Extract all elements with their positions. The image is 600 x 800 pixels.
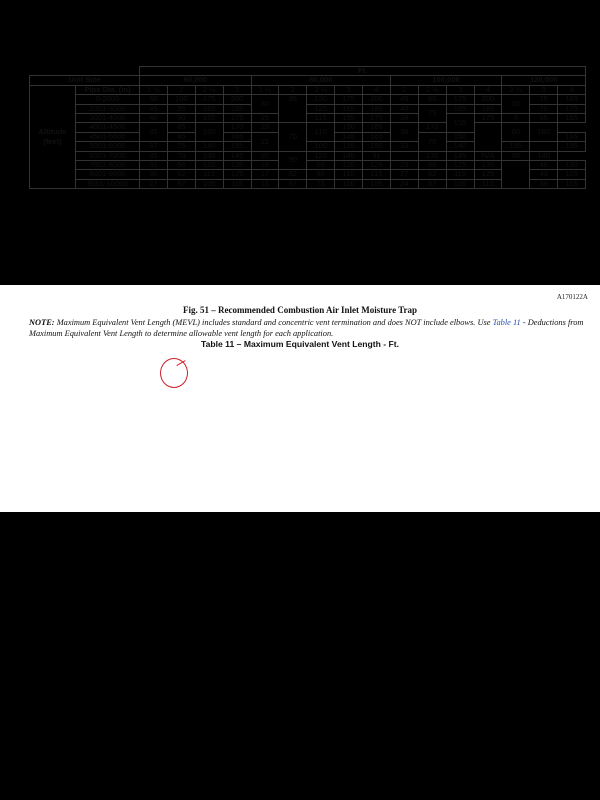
table-cell: 75	[167, 142, 195, 151]
table-cell: 175	[195, 95, 223, 104]
table-cell: 110	[307, 123, 335, 142]
table-cell: 62	[167, 170, 195, 179]
table-cell: 155	[558, 142, 586, 151]
table-cell: 66	[307, 161, 335, 170]
table-cell: 18	[251, 161, 279, 170]
pipe-dia-header: 4	[558, 85, 586, 94]
altitude-range: 8001-9000	[76, 170, 140, 179]
table-cell: 170	[223, 123, 251, 132]
table-cell: 135	[223, 161, 251, 170]
table-cell: 165	[195, 104, 223, 113]
table-row	[30, 151, 586, 160]
table-cell: 130	[307, 95, 335, 104]
table-cell: 80	[167, 132, 195, 141]
table-cell: 60	[502, 123, 530, 142]
table-cell: 100	[167, 95, 195, 104]
table-cell: 32	[140, 161, 168, 170]
table-cell: 36	[390, 123, 418, 142]
table-row	[30, 161, 586, 170]
table-cell: 120	[195, 161, 223, 170]
table-cell: 155	[446, 114, 474, 133]
blank-cell	[502, 161, 530, 170]
table-cell: 185	[223, 104, 251, 113]
table-cell: 130	[558, 161, 586, 170]
pipe-dia-header: 2 ½	[195, 85, 223, 94]
table-cell: 115	[363, 170, 391, 179]
pipe-dia-header: 3	[446, 85, 474, 94]
note-text: Maximum Equivalent Vent Length (MEVL) includes standard and concentric vent termination and does NOT include elbows. Use	[54, 318, 493, 327]
table-cell: 45	[140, 104, 168, 113]
table-cell: 24	[390, 179, 418, 188]
table-cell: 17	[251, 170, 279, 179]
altitude-range: 7001-8000	[76, 161, 140, 170]
mevl-table	[29, 66, 586, 189]
table-cell: 185	[558, 95, 586, 104]
pipe-dia-header: 2 ½	[418, 85, 446, 94]
table-cell: 62	[279, 170, 307, 179]
table-cell: 45	[390, 95, 418, 104]
table-cell: 100	[335, 179, 363, 188]
table-cell: 175	[446, 95, 474, 104]
table-cell: 110	[335, 170, 363, 179]
table-cell: 27	[140, 179, 168, 188]
table-cell: 30	[251, 95, 279, 114]
group-header: 80,000	[251, 76, 390, 85]
unit-size-label: Unit Size	[30, 76, 140, 85]
table-cell: 175	[558, 104, 586, 113]
table-cell: 22	[251, 132, 279, 151]
table-cell: 40	[140, 114, 168, 123]
table-cell: 200	[363, 95, 391, 104]
blank-cell	[502, 170, 530, 179]
table-cell: 125	[307, 104, 335, 113]
table-cell: 175	[223, 114, 251, 123]
table-cell: N/A	[474, 151, 502, 160]
table-cell: 155	[502, 142, 530, 151]
figure-title: Fig. 51 – Recommended Combustion Air Inlet Moisture Trap	[182, 305, 418, 315]
table-cell: 160	[363, 132, 391, 141]
table-cell: 115	[558, 179, 586, 188]
table-cell: 155	[223, 142, 251, 151]
altitude-range: 0-2000	[76, 95, 140, 104]
table-cell: 90	[279, 151, 307, 170]
table-cell: 175	[363, 114, 391, 123]
table-cell: 125	[474, 170, 502, 179]
pipe-dia-header: 2	[167, 85, 195, 94]
table-cell: 150	[363, 142, 391, 151]
table-cell: 145	[446, 151, 474, 160]
table-cell: 46	[530, 161, 558, 170]
table-cell: 57	[167, 179, 195, 188]
table-cell: 20	[251, 151, 279, 160]
table-cell: 66	[167, 161, 195, 170]
group-header: 100,000	[390, 76, 502, 85]
pipe-dia-header: 2	[279, 85, 307, 94]
table-row	[30, 114, 586, 123]
document-id: A170122A	[556, 293, 588, 301]
pipe-dia-header: 1 ½	[251, 85, 279, 94]
table-cell: 100	[307, 142, 335, 151]
table-cell: 10	[502, 95, 530, 114]
table-cell: 35	[140, 123, 168, 142]
ft-header: Ft.	[140, 67, 586, 76]
table-cell: 120	[335, 161, 363, 170]
altitude-range: 4501-5000	[76, 132, 140, 141]
table-cell: 125	[446, 161, 474, 170]
pipe-dia-header: 3	[223, 85, 251, 94]
table-cell: 38	[390, 114, 418, 123]
table-row	[30, 142, 586, 151]
blank-cell	[474, 123, 502, 151]
pipe-dia-header: 1 ½	[140, 85, 168, 94]
table-cell: 95	[167, 104, 195, 113]
table-cell: 145	[335, 132, 363, 141]
table-title: Table 11 – Maximum Equivalent Vent Length - Ft.	[200, 339, 399, 349]
table-cell: 75	[530, 95, 558, 104]
pipe-dia-header: 3	[335, 85, 363, 94]
table-cell: 115	[195, 170, 223, 179]
table-cell: 75	[418, 104, 446, 123]
table-cell: 15	[251, 179, 279, 188]
altitude-range: 4001-4500	[76, 123, 140, 132]
pipe-dia-header: 2	[390, 85, 418, 94]
table-cell: 37	[140, 142, 168, 151]
table-cell: 43	[530, 170, 558, 179]
table-cell: 175	[474, 114, 502, 123]
table-cell: 125	[363, 161, 391, 170]
table-cell: 155	[335, 114, 363, 123]
table-cell: 175	[335, 95, 363, 104]
table-cell: 140	[530, 151, 558, 160]
table-cell: 185	[474, 104, 502, 113]
table-row	[30, 179, 586, 188]
table-cell: 95	[279, 95, 307, 123]
table-cell: 50	[140, 95, 168, 104]
blank-corner	[30, 67, 140, 76]
table-cell: 40	[390, 104, 418, 113]
table-cell: 170	[418, 123, 446, 132]
pipe-dia-header: 4	[474, 85, 502, 94]
group-header: 60,000	[140, 76, 252, 85]
table-cell: 185	[363, 104, 391, 113]
table-cell: 165	[335, 104, 363, 113]
table-cell: 165	[223, 132, 251, 141]
blank-cell	[530, 142, 558, 151]
table-cell: 31	[363, 151, 391, 160]
table-cell: 140	[195, 142, 223, 151]
altitude-range: 3001-4000	[76, 114, 140, 123]
table-cell: 80	[418, 95, 446, 104]
table-cell: 30	[140, 170, 168, 179]
table-cell: 150	[446, 132, 474, 141]
table-cell: 135	[335, 142, 363, 151]
blank-cell	[502, 179, 530, 188]
group-header: 120,000	[502, 76, 586, 85]
table-row	[30, 123, 586, 132]
table-cell: 85	[167, 123, 195, 132]
table-cell: 39	[530, 179, 558, 188]
table-cell: 66	[418, 161, 446, 170]
table-cell: 130	[195, 151, 223, 160]
pipe-dia-header: 2 ½	[307, 85, 335, 94]
table-cell: 135	[418, 151, 446, 160]
table-cell: 165	[363, 123, 391, 132]
table-cell: 5	[502, 114, 530, 123]
blank-cell	[390, 151, 418, 160]
table-cell: 150	[335, 123, 363, 132]
table-cell: 125	[307, 151, 335, 160]
document-page	[0, 285, 600, 512]
table-cell: 115	[307, 114, 335, 123]
table-cell: 57	[418, 179, 446, 188]
table-cell: 57	[279, 179, 307, 188]
table-cell: 140	[446, 142, 474, 151]
table-cell: 70	[530, 104, 558, 113]
table-cell: 115	[223, 179, 251, 188]
table-11-link[interactable]: Table 11	[492, 318, 521, 327]
table-row	[30, 76, 586, 85]
table-cell: 115	[474, 179, 502, 188]
altitude-range: 5001-6000	[76, 142, 140, 151]
altitude-range: 9001-10000	[76, 179, 140, 188]
table-cell: 70	[167, 151, 195, 160]
table-cell: 62	[418, 170, 446, 179]
table-cell: 135	[474, 161, 502, 170]
table-cell: 35	[140, 151, 168, 160]
table-cell: 115	[446, 170, 474, 179]
table-cell: 125	[223, 170, 251, 179]
table-cell: 25	[251, 114, 279, 123]
table-cell: 80	[307, 170, 335, 179]
table-cell: 165	[558, 114, 586, 123]
table-cell: 33	[390, 142, 418, 151]
note-paragraph	[29, 317, 589, 339]
table-cell: 75	[307, 179, 335, 188]
table-cell: 160	[530, 123, 558, 142]
table-cell: 200	[223, 95, 251, 104]
note-text-end: - Deductions from Maximum Equivalent Vent Length to determine allowable vent length for each application.	[29, 318, 584, 338]
table-cell: 27	[390, 170, 418, 179]
table-cell: 145	[223, 151, 251, 160]
table-cell: 150	[195, 123, 223, 142]
pipe-dia-header: 2 ½	[502, 85, 530, 94]
table-cell: 155	[195, 114, 223, 123]
table-cell: 70	[279, 123, 307, 151]
table-cell: 100	[446, 179, 474, 188]
table-cell: 140	[335, 151, 363, 160]
table-cell: 165	[558, 132, 586, 141]
table-cell: 50	[502, 151, 530, 160]
table-cell: 70	[418, 132, 446, 151]
pipe-dia-label: Pipe Dia. (in)	[76, 85, 140, 94]
altitude-range: 6001-7000	[76, 151, 140, 160]
table-cell: 105	[195, 179, 223, 188]
pipe-dia-header: 4	[363, 85, 391, 94]
table-cell: 29	[390, 161, 418, 170]
table-cell: 120	[558, 170, 586, 179]
table-row	[30, 170, 586, 179]
table-row	[30, 95, 586, 104]
pipe-dia-header: 3	[530, 85, 558, 94]
table-row	[30, 67, 586, 76]
note-label: NOTE:	[29, 318, 55, 327]
table-row	[30, 85, 586, 94]
table-cell: 23	[251, 123, 279, 132]
table-cell: 90	[167, 114, 195, 123]
table-cell: 65	[530, 114, 558, 123]
table-cell: 165	[446, 104, 474, 113]
table-cell: 200	[474, 95, 502, 104]
altitude-label: Altitude (feet)	[30, 85, 76, 188]
table-cell: 105	[363, 179, 391, 188]
altitude-range: 2001-3000	[76, 104, 140, 113]
